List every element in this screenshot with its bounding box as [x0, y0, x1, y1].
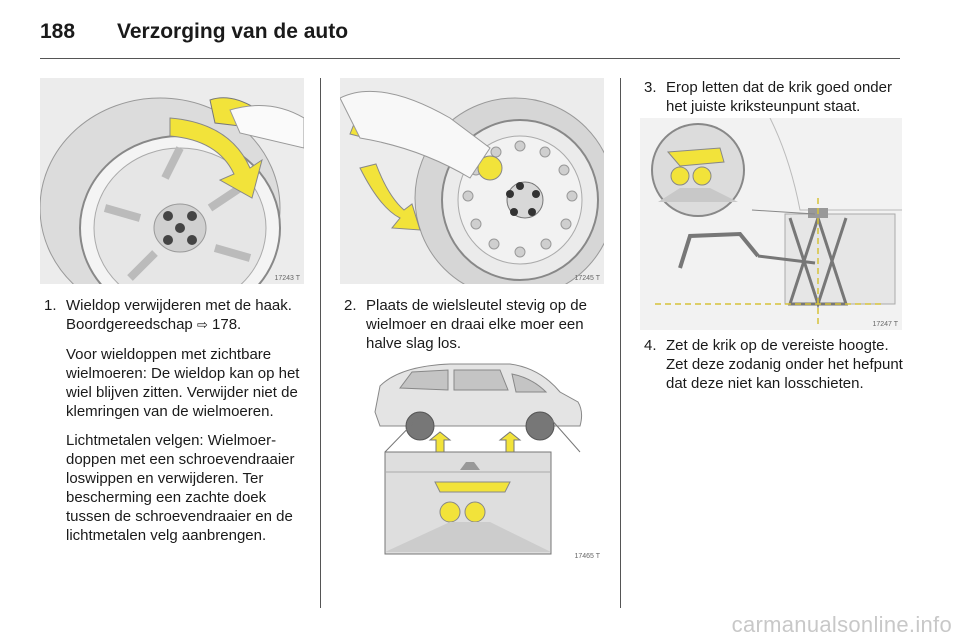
car-jack-points-drawing	[340, 352, 604, 562]
watermark: carmanualsonline.info	[731, 612, 952, 637]
step-1-line2-prefix: Boordgereedschap	[66, 316, 197, 333]
step-4	[644, 336, 906, 403]
jack-placement-drawing	[640, 118, 902, 330]
step-1-line1: Wieldop verwijderen met de haak.	[66, 297, 292, 314]
step-3	[644, 78, 906, 126]
wheel-wrench-illustration	[340, 78, 604, 284]
step-number: 3.	[644, 79, 657, 96]
step-1-para2: Voor wieldoppen met zichtbare wielmoeren: De wieldop kan op het wiel blijven zitten. Verwijder niet de klemringen van de wielmoeren.	[66, 346, 300, 420]
cross-reference-arrow-icon: ⇨	[196, 318, 208, 333]
figure-code: 17243 T	[274, 275, 300, 282]
figure-code: 17245 T	[574, 275, 600, 282]
figure-code: 17247 T	[872, 321, 898, 328]
column-divider-right	[620, 78, 621, 608]
step-1-page-ref[interactable]: 178.	[212, 316, 242, 333]
jack-placement-illustration	[640, 118, 902, 330]
page-number: 188	[40, 20, 76, 43]
wheel-wrench-drawing	[340, 78, 604, 284]
page-title: Verzorging van de auto	[117, 20, 349, 43]
step-2-text: Plaats de wielsleutel stevig op de wielmoer en draai elke moer een halve slag los.	[366, 297, 587, 352]
step-4-text: Zet de krik op de vereiste hoogte. Zet deze zodanig onder het hefpunt dat deze niet kan losschieten.	[666, 337, 903, 392]
page-header	[40, 18, 920, 48]
step-1-para3: Lichtmetalen velgen: Wielmoerdoppen met een schroevendraaier loswippen en verwijderen. Ter bescherming een zachte doek tussen de schroevendraaier en de lichtmetalen velg aanbrengen.	[66, 432, 295, 544]
step-3-text: Erop letten dat de krik goed onder het juiste kriksteunpunt staat.	[666, 79, 892, 115]
step-number: 4.	[644, 337, 657, 354]
step-1-text	[66, 296, 306, 335]
step-number: 1.	[44, 297, 57, 314]
step-1	[44, 296, 306, 555]
step-number: 2.	[344, 297, 357, 314]
column-divider-left	[320, 78, 321, 608]
car-jack-points-illustration	[340, 352, 604, 562]
figure-code: 17465 T	[574, 553, 600, 560]
wheel-cover-removal-illustration	[40, 78, 304, 284]
step-2	[344, 296, 606, 363]
wheel-cover-removal-drawing	[40, 78, 304, 284]
header-rule	[40, 58, 900, 59]
